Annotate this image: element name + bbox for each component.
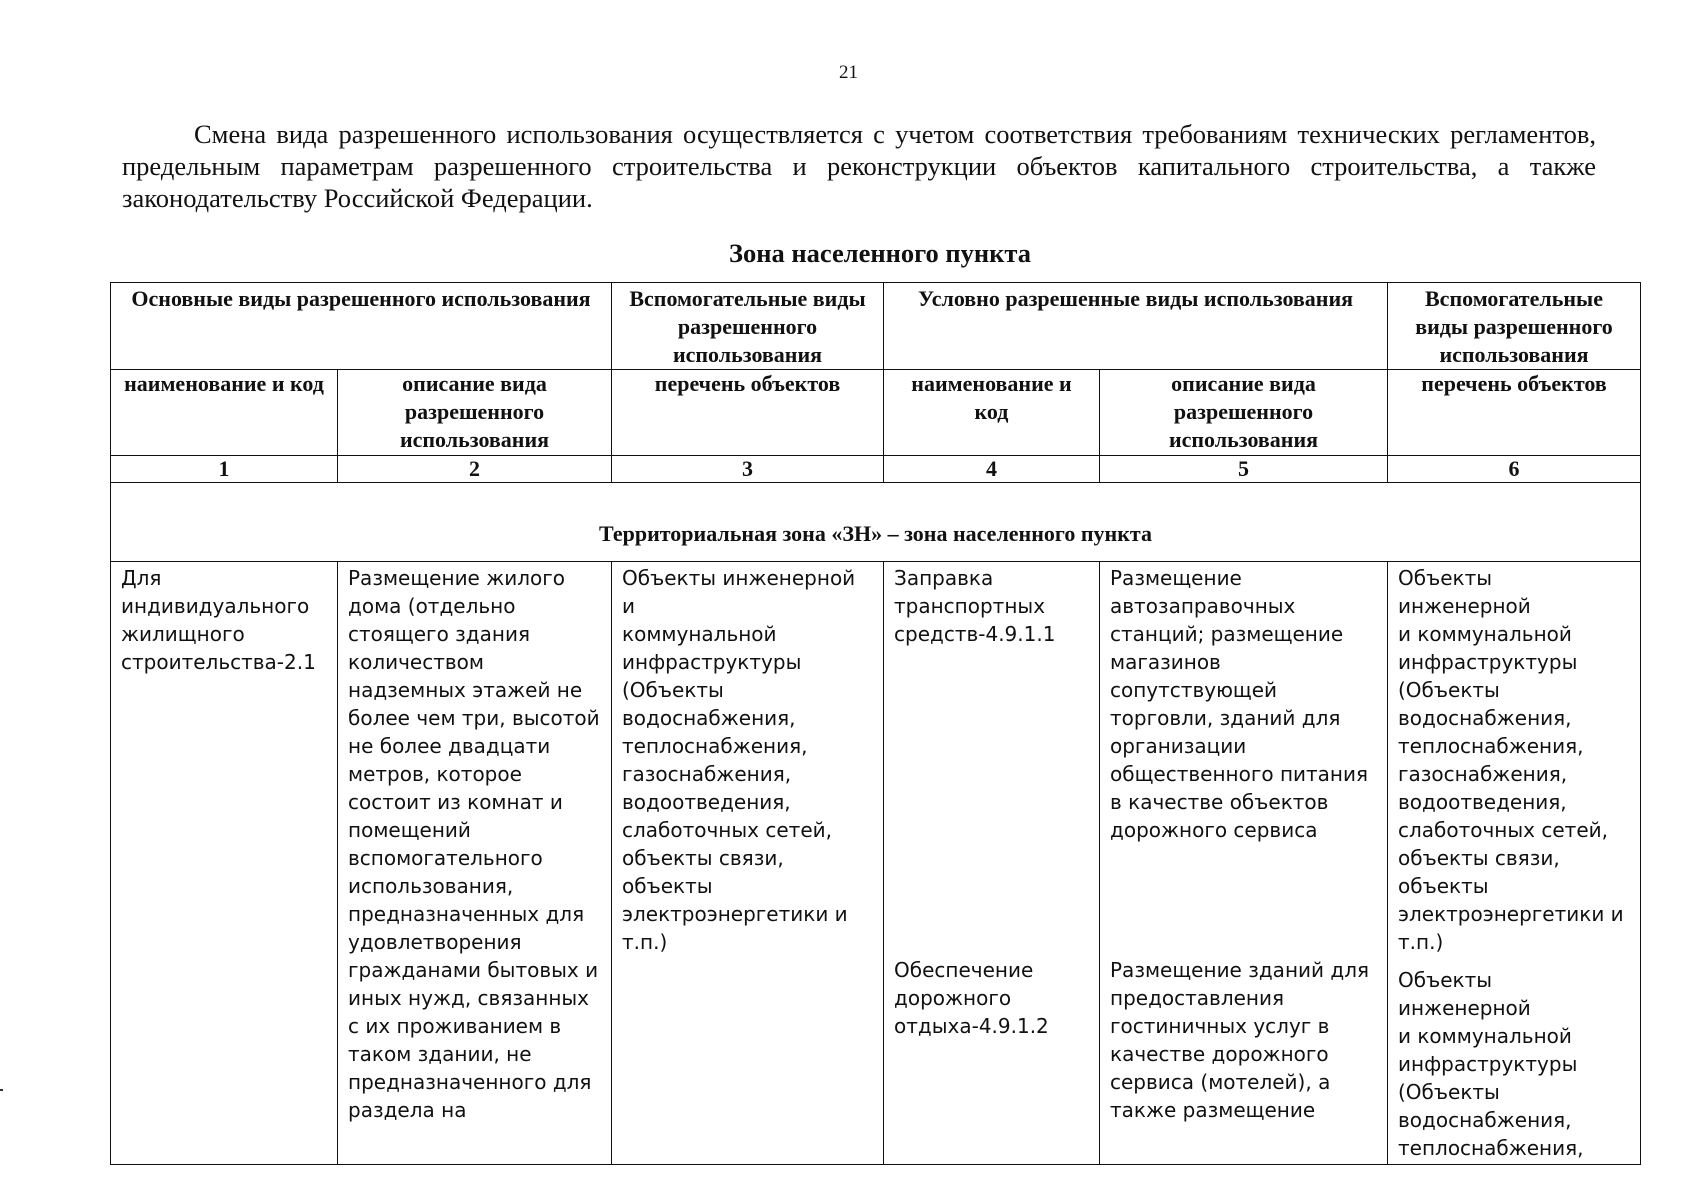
intro-paragraph: Смена вида разрешенного использования осуществляется с учетом соответствия требованиям технических регламентов, предельным параметрам разрешенного строительства и реконструкции объектов капитального строительства, а также законодательству Российской Федерации. xyxy=(122,119,1596,213)
header-name-code-conditional: наименование и код xyxy=(884,370,1100,456)
page-number: 21 xyxy=(839,62,858,83)
use-description: Размещение жилого дома (отдельно стоящего здания количеством надземных этажей не более чем три, высотой не более двадцати метров, которое состоит из комнат и помещений вспомогательного использования, предназначенных для удовлетворения гражданами бытовых и иных нужд, связанных с их проживанием в таком здании, не предназначенного для раздела на xyxy=(348,566,600,1122)
conditional-use-description-b: Размещение зданий для предоставления гостиничных услуг в качестве дорожного сервиса (мотелей), а также размещение xyxy=(1110,958,1370,1122)
cell-conditional-name-code xyxy=(884,562,1100,1165)
cell-description xyxy=(338,562,612,1165)
column-number-4: 4 xyxy=(884,456,1100,483)
group-header-row xyxy=(111,283,1641,370)
subzone-row xyxy=(111,483,1641,562)
land-use-table xyxy=(110,282,1641,1165)
header-main-uses: Основные виды разрешенного использования xyxy=(111,283,612,370)
header-auxiliary-uses: Вспомогательные виды разрешенного использования xyxy=(612,283,884,370)
cell-conditional-description xyxy=(1100,562,1388,1165)
header-auxiliary-uses-conditional: Вспомогательные виды разрешенного использования xyxy=(1388,283,1641,370)
column-number-2: 2 xyxy=(338,456,612,483)
subzone-title: Территориальная зона «ЗН» – зона населенного пункта xyxy=(111,483,1641,562)
cell-objects-list xyxy=(612,562,884,1165)
column-number-5: 5 xyxy=(1100,456,1388,483)
header-description-conditional: описание вида разрешенного использования xyxy=(1100,370,1388,456)
conditional-use-name-b: Обеспечение дорожного отдыха-4.9.1.2 xyxy=(894,958,1049,1038)
zone-title: Зона населенного пункта xyxy=(728,238,1032,268)
conditional-use-description-a: Размещение автозаправочных станций; размещение магазинов сопутствующей торговли, зданий для организации общественного питания в качестве объектов дорожного сервиса xyxy=(1110,566,1369,842)
conditional-objects-list-b: Объекты инженерной и коммунальной инфраструктуры (Объекты водоснабжения, теплоснабжения, xyxy=(1398,968,1584,1160)
column-number-1: 1 xyxy=(111,456,338,483)
header-conditional-uses: Условно разрешенные виды использования xyxy=(884,283,1388,370)
column-number-row xyxy=(111,456,1641,483)
sub-header-row xyxy=(111,370,1641,456)
column-number-6: 6 xyxy=(1388,456,1641,483)
header-objects-list: перечень объектов xyxy=(612,370,884,456)
column-number-3: 3 xyxy=(612,456,884,483)
cell-name-code xyxy=(111,562,338,1165)
header-objects-list-conditional: перечень объектов xyxy=(1388,370,1641,456)
conditional-use-name-a: Заправка транспортных средств-4.9.1.1 xyxy=(894,566,1056,646)
header-name-code: наименование и код xyxy=(111,370,338,456)
table-row xyxy=(111,562,1641,1165)
scan-artifact xyxy=(0,1089,3,1091)
use-name-code: Для индивидуального жилищного строительства-2.1 xyxy=(121,566,316,674)
cell-conditional-objects-list xyxy=(1388,562,1641,1165)
conditional-objects-list-a: Объекты инженерной и коммунальной инфраструктуры (Объекты водоснабжения, теплоснабжения, газоснабжения, водоотведения, слаботочных сетей, объекты связи, объекты электроэнергетики и т.п.) xyxy=(1398,566,1624,954)
header-description: описание вида разрешенного использования xyxy=(338,370,612,456)
objects-list: Объекты инженерной и коммунальной инфраструктуры (Объекты водоснабжения, теплоснабжения, газоснабжения, водоотведения, слаботочных сетей, объекты связи, объекты электроэнергетики и т.п.) xyxy=(622,566,856,954)
